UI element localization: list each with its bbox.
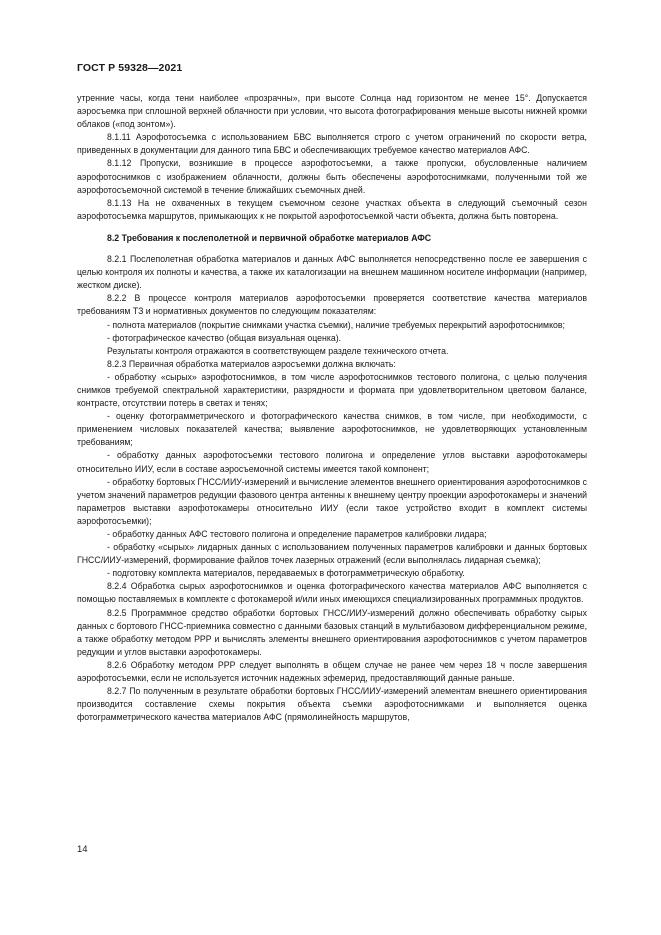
paragraph: 8.1.12 Пропуски, возникшие в процессе аэрофотосъемки, а также пропуски, обусловленные наличием аэрофотоснимков с изображением облачности, должны быть обеспечены аэрофотоснимками, полученными той же аэрофотосъемочной системой в течение ближайших съемочных дней. bbox=[77, 158, 587, 195]
document-header: ГОСТ Р 59328—2021 bbox=[77, 62, 183, 74]
paragraph: утренние часы, когда тени наиболее «прозрачны», при высоте Солнца над горизонтом не менее 15°. Допускается аэросъемка при сплошной верхней облачности при условии, что высота фотографирования меньше высоты нижней кромки облаков («под зонтом»). bbox=[77, 93, 587, 130]
paragraph: - обработку данных АФС тестового полигона и определение параметров калибровки лидара; bbox=[107, 529, 487, 539]
paragraph: - подготовку комплекта материалов, передаваемых в фотограмметрическую обработку. bbox=[107, 568, 465, 579]
paragraph: 8.2.5 Программное средство обработки бортовых ГНСС/ИИУ-измерений должно обеспечивать обработку сырых данных с бортового ГНСС-приемника совместно с данными базовых станций в мультибазовом дифференциальном режиме, а также обработку методом PPP и вычислять элементы внешнего ориентирования аэрофотоснимков с учетом параметров редукции и углов выставки аэрофотокамеры. bbox=[77, 607, 587, 657]
paragraph: 8.2.6 Обработку методом PPP следует выполнять в общем случае не ранее чем через 18 ч после завершения аэрофотосъемки, если не используется источник надежных эфемерид, предоставляющий данные раньше. bbox=[77, 659, 587, 684]
paragraph: 8.1.11 Аэрофотосъемка с использованием БВС выполняется строго с учетом ограничений по скорости ветра, приведенных в документации для данного типа БВС и обеспечивающих требуемое качество материалов АФС. bbox=[77, 132, 587, 156]
paragraph: 8.2.1 Послеполетная обработка материалов и данных АФС выполняется непосредственно после ее завершения с целью контроля их полноты и качества, а также их каталогизации на внешнем машинном носителе информации (например, жестком диске). bbox=[77, 254, 587, 291]
paragraph: - обработку «сырых» лидарных данных с использованием полученных параметров калибровки и данных бортовых ГНСС/ИИУ-измерений, формирование файлов точек лазерных отражений (если выполнялась лидарная съемка); bbox=[77, 542, 587, 566]
paragraph: - полнота материалов (покрытие снимками участка съемки), наличие требуемых перекрытий аэрофотоснимков; bbox=[107, 319, 565, 330]
paragraph: 8.1.13 На не охваченных в текущем съемочном сезоне участках объекта в следующий съемочный сезон аэрофотосъемка маршрутов, примыкающих к не покрытой аэрофотосъемкой части объекта, должна быть повторена. bbox=[77, 197, 587, 221]
paragraph: 8.2.4 Обработка сырых аэрофотоснимков и оценка фотографического качества материалов АФС выполняется с помощью поставляемых в комплекте с фотокамерой и/или иных имеющихся специализированных программных продуктов. bbox=[77, 581, 587, 605]
document-body bbox=[77, 92, 587, 724]
paragraph: 8.2.3 Первичная обработка материалов аэросъемки должна включать: bbox=[107, 358, 396, 369]
paragraph: Результаты контроля отражаются в соответствующем разделе технического отчета. bbox=[107, 345, 449, 356]
paragraph: - обработку данных аэрофотосъемки тестового полигона и определение углов выставки аэрофотокамеры относительно ИИУ, если в составе аэросъемочной системы имеется такой компонент; bbox=[77, 450, 587, 474]
paragraph: - обработку бортовых ГНСС/ИИУ-измерений и вычисление элементов внешнего ориентирования аэрофотоснимков с учетом значений параметров редукции фазового центра антенны к внешнему центру проекции аэрофотокамеры и значений параметров выставки аэрофотокамеры относительно ИИУ (если такое устройство входит в комплект системы аэрофотосъемки); bbox=[77, 476, 587, 526]
paragraph: - обработку «сырых» аэрофотоснимков, в том числе аэрофотоснимков тестового полигона, с целью получения снимков требуемой спектральной характеристики, разрядности и формата при удовлетворительном цветовом балансе, контрасте, отсутствии потерь в светах и тенях; bbox=[77, 371, 587, 409]
paragraph: 8.2.2 В процессе контроля материалов аэрофотосъемки проверяется соответствие качества материалов требованиям ТЗ и нормативных документов по следующим показателям: bbox=[77, 293, 587, 317]
page-number: 14 bbox=[77, 844, 88, 855]
paragraph: - оценку фотограмметрического и фотографического качества снимков, в том числе, при необходимости, с применением числовых показателей качества; выявление аэрофотоснимков, не удовлетворяющих установленным требованиям; bbox=[77, 411, 587, 448]
paragraph: 8.2.7 По полученным в результате обработки бортовых ГНСС/ИИУ-измерений элементам внешнего ориентирования производится составление схемы покрытия объекта съемки аэрофотоснимками и выполняется оценка фотограмметрического качества материалов АФС (прямолинейность маршрутов, bbox=[77, 686, 587, 723]
section-heading: 8.2 Требования к послеполетной и первичной обработке материалов АФС bbox=[107, 232, 432, 243]
paragraph: - фотографическое качество (общая визуальная оценка). bbox=[107, 332, 342, 343]
